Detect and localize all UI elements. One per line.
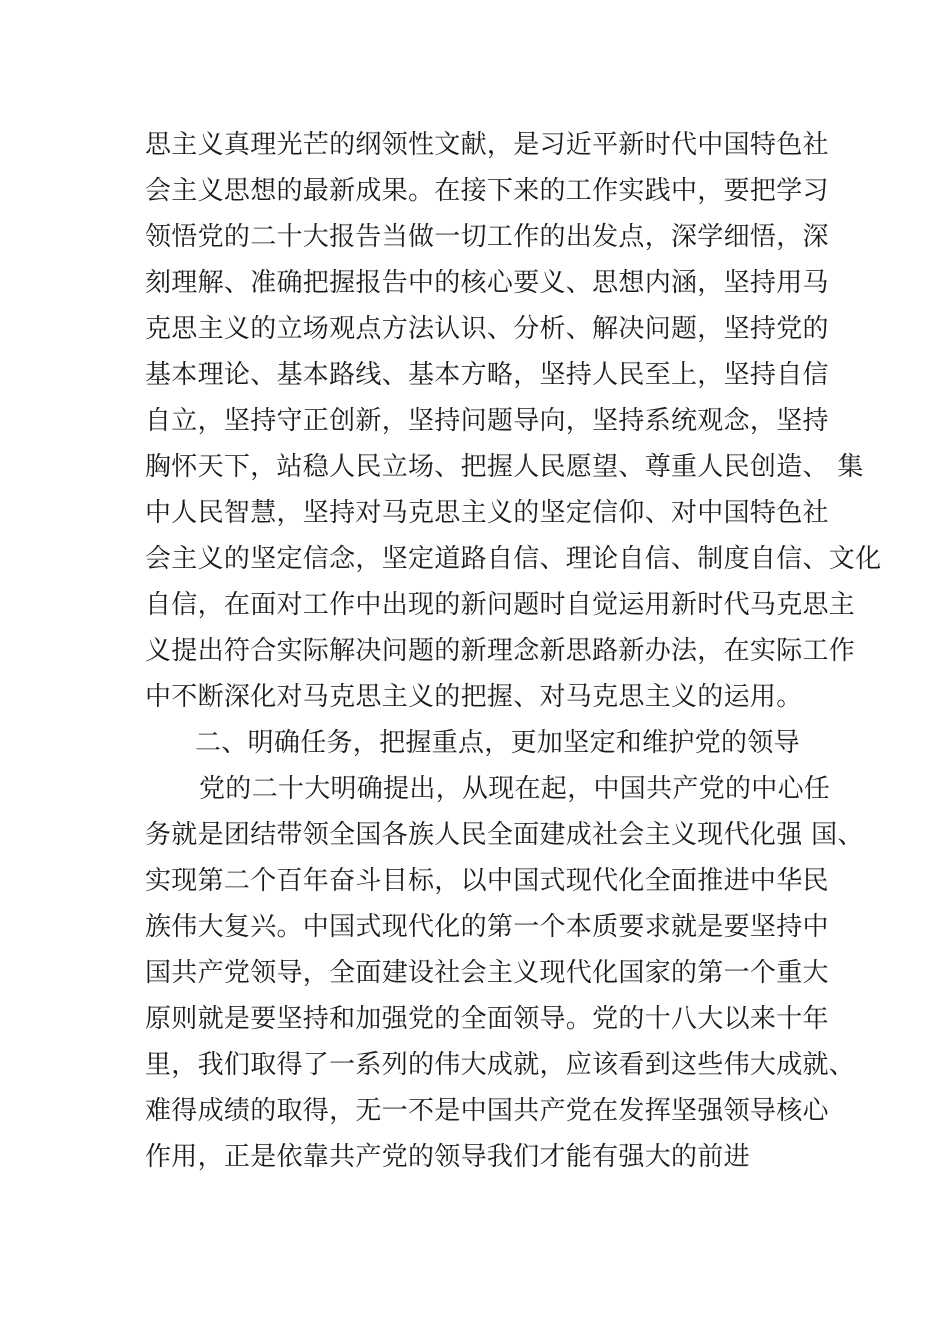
text-line: 领悟党的二十大报告当做一切工作的出发点，深学细悟，深 [145, 222, 829, 252]
document-body [145, 122, 882, 1180]
text-line: 中人民智慧，坚持对马克思主义的坚定信仰、对中国特色社 [145, 498, 829, 528]
section-heading: 二、明确任务，把握重点，更加坚定和维护党的领导 [195, 728, 800, 758]
text-line: 原则就是要坚持和加强党的全面领导。党的十八大以来十年 [145, 1004, 829, 1034]
text-line: 实现第二个百年奋斗目标，以中国式现代化全面推进中华民 [145, 866, 829, 896]
text-line: 会主义的坚定信念，坚定道路自信、理论自信、制度自信、文化 [145, 544, 882, 574]
text-line: 自立，坚持守正创新，坚持问题导向，坚持系统观念，坚持 [145, 406, 829, 436]
paragraph-1 [145, 122, 882, 720]
text-line: 自信，在面对工作中出现的新问题时自觉运用新时代马克思主 [145, 590, 856, 620]
text-line: 刻理解、准确把握报告中的核心要义、思想内涵，坚持用马 [145, 268, 829, 298]
text-line: 中不断深化对马克思主义的把握、对马克思主义的运用。 [145, 682, 803, 712]
text-line: 国共产党领导，全面建设社会主义现代化国家的第一个重大 [145, 958, 829, 988]
text-line: 务就是团结带领全国各族人民全面建成社会主义现代化强 国、 [145, 820, 864, 850]
text-line: 党的二十大明确提出，从现在起，中国共产党的中心任 [199, 774, 831, 804]
text-line: 克思主义的立场观点方法认识、分析、解决问题，坚持党的 [145, 314, 829, 344]
text-line: 族伟大复兴。中国式现代化的第一个本质要求就是要坚持中 [145, 912, 829, 942]
text-line: 胸怀天下，站稳人民立场、把握人民愿望、尊重人民创造、 集 [145, 452, 864, 482]
paragraph-2 [145, 766, 864, 1180]
text-line: 义提出符合实际解决问题的新理念新思路新办法，在实际工作 [145, 636, 856, 666]
text-line: 基本理论、基本路线、基本方略，坚持人民至上，坚持自信 [145, 360, 829, 390]
text-line: 难得成绩的取得，无一不是中国共产党在发挥坚强领导核心 [145, 1096, 829, 1126]
text-line: 思主义真理光芒的纲领性文献，是习近平新时代中国特色社 [145, 130, 829, 160]
text-line: 里，我们取得了一系列的伟大成就，应该看到这些伟大成就、 [145, 1050, 856, 1080]
text-line: 会主义思想的最新成果。在接下来的工作实践中，要把学习 [145, 176, 829, 206]
text-line: 作用，正是依靠共产党的领导我们才能有强大的前进 [145, 1142, 750, 1172]
